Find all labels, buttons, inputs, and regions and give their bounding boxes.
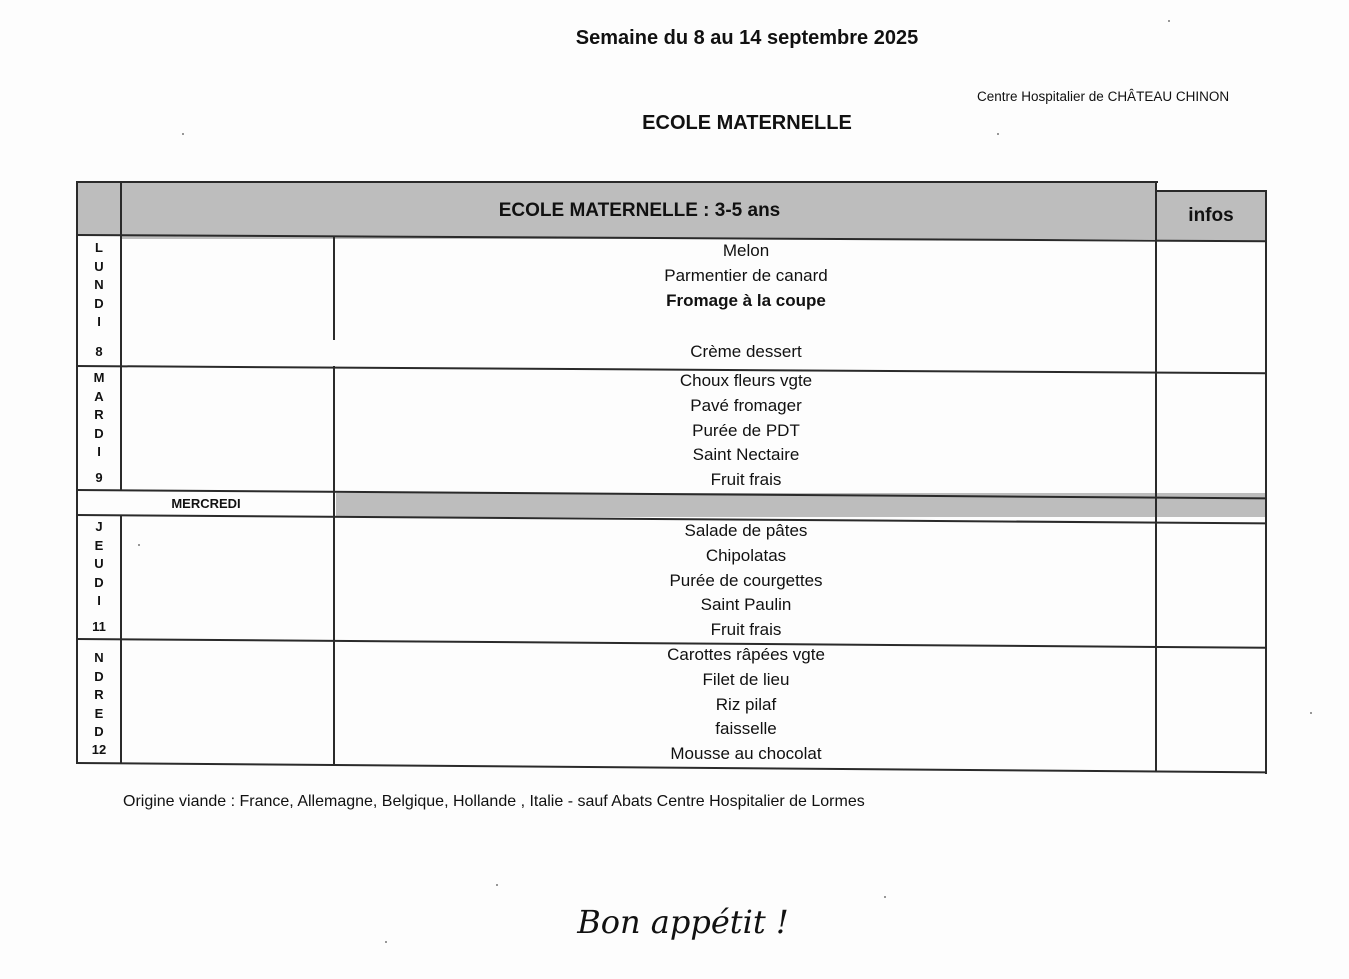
school-title: ECOLE MATERNELLE [642, 112, 852, 134]
rule-right [1265, 190, 1267, 774]
scan-speck [385, 941, 387, 943]
list-item: Filet de lieu [702, 669, 790, 689]
list-item: Purée de courgettes [669, 570, 823, 590]
scan-speck [138, 544, 140, 546]
menu-vendredi [336, 643, 1156, 767]
meat-origin-note: Origine viande : France, Allemagne, Belgique, Hollande , Italie - sauf Abats Centre Hospitalier de Lormes [123, 793, 865, 810]
week-title: Semaine du 8 au 14 septembre 2025 [575, 27, 919, 49]
menu-mardi [336, 369, 1156, 493]
list-item: Crème dessert [690, 342, 802, 362]
menu-jeudi [336, 519, 1156, 643]
scan-speck [1310, 712, 1312, 714]
closing-message: Bon appétit ! [577, 903, 789, 941]
list-item: Fruit frais [710, 620, 782, 640]
day-label-mercredi: MERCREDI [171, 495, 241, 511]
scan-speck [884, 896, 886, 898]
list-item: Carottes râpées vgte [667, 645, 825, 664]
hospital-name: Centre Hospitalier de CHÂTEAU CHINON [977, 89, 1230, 104]
table-header-infos: infos [1157, 191, 1265, 241]
scan-speck [1168, 20, 1170, 22]
day-label-mardi: M A R D I 9 [93, 370, 105, 485]
list-item: Fruit frais [710, 470, 782, 490]
table-header-title: ECOLE MATERNELLE : 3-5 ans [122, 183, 1157, 239]
rule-top-left [76, 181, 1158, 183]
list-item [336, 313, 1156, 338]
scan-speck [997, 133, 999, 135]
list-item: Mousse au chocolat [670, 744, 822, 764]
day-label-vendredi: N D R E D 12 [91, 650, 107, 757]
list-item: Parmentier de canard [664, 265, 828, 285]
rule-left [76, 181, 78, 764]
list-item: Fromage à la coupe [666, 290, 826, 310]
list-item: Melon [722, 241, 770, 260]
table-header-corner [77, 183, 122, 235]
list-item: Riz pilaf [715, 694, 777, 714]
rule-menu-left-a [333, 236, 335, 340]
rule-infos-left [1155, 183, 1157, 772]
list-item: Pavé fromager [690, 395, 802, 415]
list-item: Saint Paulin [700, 595, 792, 615]
list-item: Choux fleurs vgte [679, 371, 813, 390]
rule-menu-left-b [333, 366, 335, 766]
day-label-lundi: L U N D I 8 [94, 240, 104, 359]
scan-speck [182, 133, 184, 135]
list-item: Salade de pâtes [684, 521, 808, 540]
rule-top-right [1156, 190, 1267, 192]
menu-lundi [336, 238, 1156, 368]
rule-day-col [120, 181, 122, 490]
list-item: Chipolatas [705, 545, 787, 565]
scan-speck [496, 884, 498, 886]
rule-day-col-lower [120, 515, 122, 764]
list-item: faisselle [715, 719, 777, 739]
list-item: Saint Nectaire [692, 445, 800, 465]
list-item: Purée de PDT [692, 420, 800, 440]
day-label-jeudi: J E U D I 11 [92, 519, 106, 634]
